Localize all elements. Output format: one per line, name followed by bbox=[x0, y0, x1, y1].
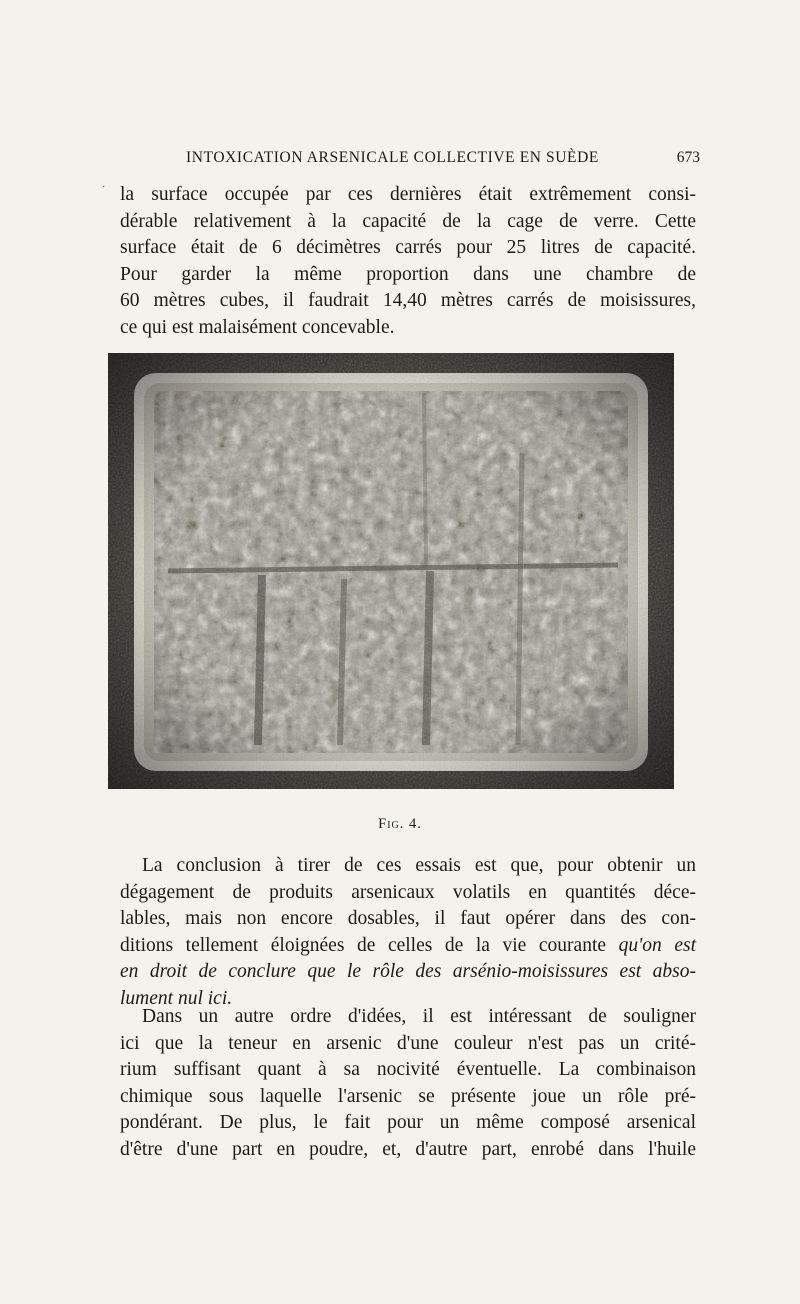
text-line: ici que la teneur en arsenic d'une couleur n'est pas un crité- bbox=[120, 1032, 696, 1054]
figure-photograph-mold-tray bbox=[108, 353, 674, 789]
text-line: La conclusion à tirer de ces essais est que, pour obtenir un bbox=[142, 855, 696, 876]
italic-text-line: en droit de conclure que le rôle des arsénio-moisissures est abso- bbox=[120, 961, 696, 983]
running-title: INTOXICATION ARSENICALE COLLECTIVE EN SUÈDE bbox=[186, 149, 599, 166]
running-head bbox=[186, 147, 700, 173]
text-line: dérable relativement à la capacité de la cage de verre. Cette bbox=[120, 210, 696, 232]
paragraph-3 bbox=[120, 1004, 696, 1164]
text-line: pondérant. De plus, le fait pour un même composé arsenical bbox=[120, 1112, 696, 1134]
italic-text-segment: qu'on est bbox=[618, 934, 696, 956]
figure-caption: Fig. 4. bbox=[378, 816, 422, 832]
paragraph-1 bbox=[120, 182, 696, 342]
text-line: d'être d'une part en poudre, et, d'autre part, enrobé dans l'huile bbox=[120, 1138, 696, 1160]
text-line: chimique sous laquelle l'arsenic se présente joue un rôle pré- bbox=[120, 1085, 696, 1107]
page-number: 673 bbox=[676, 149, 700, 166]
italic-text-line: lument nul ici. bbox=[120, 987, 233, 1009]
text-line: dégagement de produits arsenicaux volatils en quantités déce- bbox=[120, 881, 696, 903]
text-segment: ditions tellement éloignées de celles de la vie courante bbox=[120, 934, 619, 956]
text-line-mixed bbox=[120, 933, 696, 960]
text-line: la surface occupée par ces dernières était extrêmement consi- bbox=[120, 184, 696, 205]
text-line: rium suffisant quant à sa nocivité éventuelle. La combinaison bbox=[120, 1059, 696, 1081]
text-line: 60 mètres cubes, il faudrait 14,40 mètres carrés de moisissures, bbox=[120, 290, 696, 312]
text-line: ce qui est malaisément concevable. bbox=[120, 316, 395, 338]
text-line: Pour garder la même proportion dans une chambre de bbox=[120, 263, 696, 285]
text-line: surface était de 6 décimètres carrés pour 25 litres de capacité. bbox=[120, 237, 696, 259]
text-line: lables, mais non encore dosables, il faut opérer dans des con- bbox=[120, 908, 696, 930]
paragraph-2 bbox=[120, 853, 696, 1013]
text-line: Dans un autre ordre d'idées, il est intéressant de souligner bbox=[142, 1006, 696, 1027]
margin-dot: · bbox=[102, 182, 106, 193]
